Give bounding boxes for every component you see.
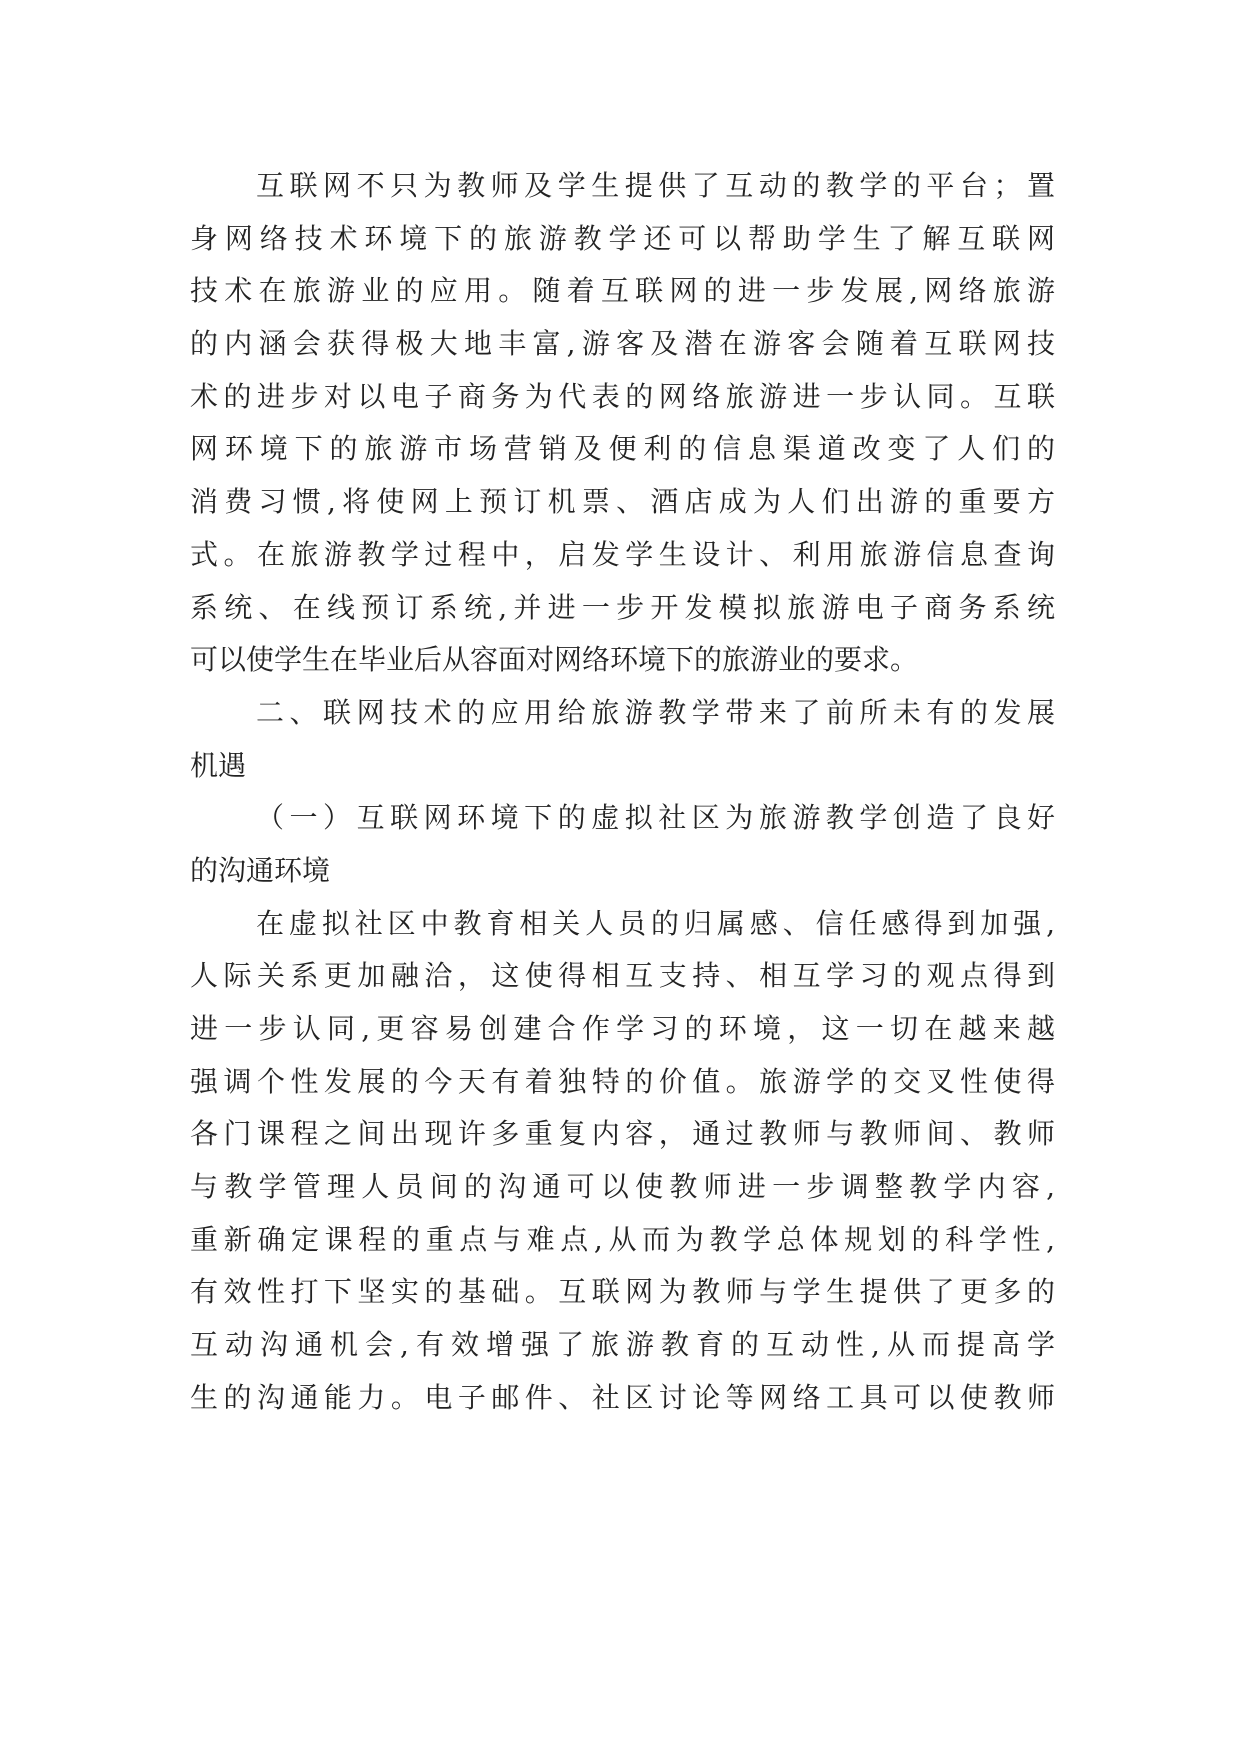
subsection-heading-line: 的沟通环境: [190, 853, 331, 887]
paragraph-line: 各门课程之间出现许多重复内容，通过教师与教师间、教师: [190, 1117, 1055, 1151]
subsection-heading-line: （一）互联网环境下的虚拟社区为旅游教学创造了良好: [256, 801, 1055, 835]
paragraph-line: 身网络技术环境下的旅游教学还可以帮助学生了解互联网: [190, 221, 1055, 255]
paragraph-line: 有效性打下坚实的基础。互联网为教师与学生提供了更多的: [190, 1275, 1055, 1309]
paragraph-line: 网环境下的旅游市场营销及便利的信息渠道改变了人们的: [190, 432, 1055, 466]
paragraph-line: 可以使学生在毕业后从容面对网络环境下的旅游业的要求。: [190, 643, 919, 677]
paragraph-line: 系统、在线预订系统,并进一步开发模拟旅游电子商务系统: [190, 590, 1055, 624]
paragraph-line: 的内涵会获得极大地丰富,游客及潜在游客会随着互联网技: [190, 327, 1055, 361]
paragraph-line: 人际关系更加融洽，这使得相互支持、相互学习的观点得到: [190, 959, 1055, 993]
document-body: [190, 160, 1055, 1425]
paragraph-line: 在虚拟社区中教育相关人员的归属感、信任感得到加强,: [256, 906, 1055, 940]
paragraph-line: 互联网不只为教师及学生提供了互动的教学的平台；置: [256, 169, 1055, 202]
paragraph-line: 生的沟通能力。电子邮件、社区讨论等网络工具可以使教师: [190, 1380, 1055, 1414]
paragraph-line: 消费习惯,将使网上预订机票、酒店成为人们出游的重要方: [190, 485, 1055, 519]
paragraph-line: 术的进步对以电子商务为代表的网络旅游进一步认同。互联: [190, 379, 1055, 413]
paragraph-line: 与教学管理人员间的沟通可以使教师进一步调整教学内容,: [190, 1170, 1055, 1204]
paragraph-line: 式。在旅游教学过程中，启发学生设计、利用旅游信息查询: [190, 537, 1055, 571]
paragraph-line: 技术在旅游业的应用。随着互联网的进一步发展,网络旅游: [190, 274, 1055, 308]
paragraph-line: 进一步认同,更容易创建合作学习的环境，这一切在越来越: [190, 1012, 1055, 1045]
section-heading-line: 机遇: [190, 748, 247, 782]
section-heading-line: 二、联网技术的应用给旅游教学带来了前所未有的发展: [256, 695, 1055, 729]
paragraph-line: 互动沟通机会,有效增强了旅游教育的互动性,从而提高学: [190, 1328, 1055, 1362]
paragraph-line: 强调个性发展的今天有着独特的价值。旅游学的交叉性使得: [190, 1064, 1055, 1098]
paragraph-line: 重新确定课程的重点与难点,从而为教学总体规划的科学性,: [190, 1222, 1055, 1256]
